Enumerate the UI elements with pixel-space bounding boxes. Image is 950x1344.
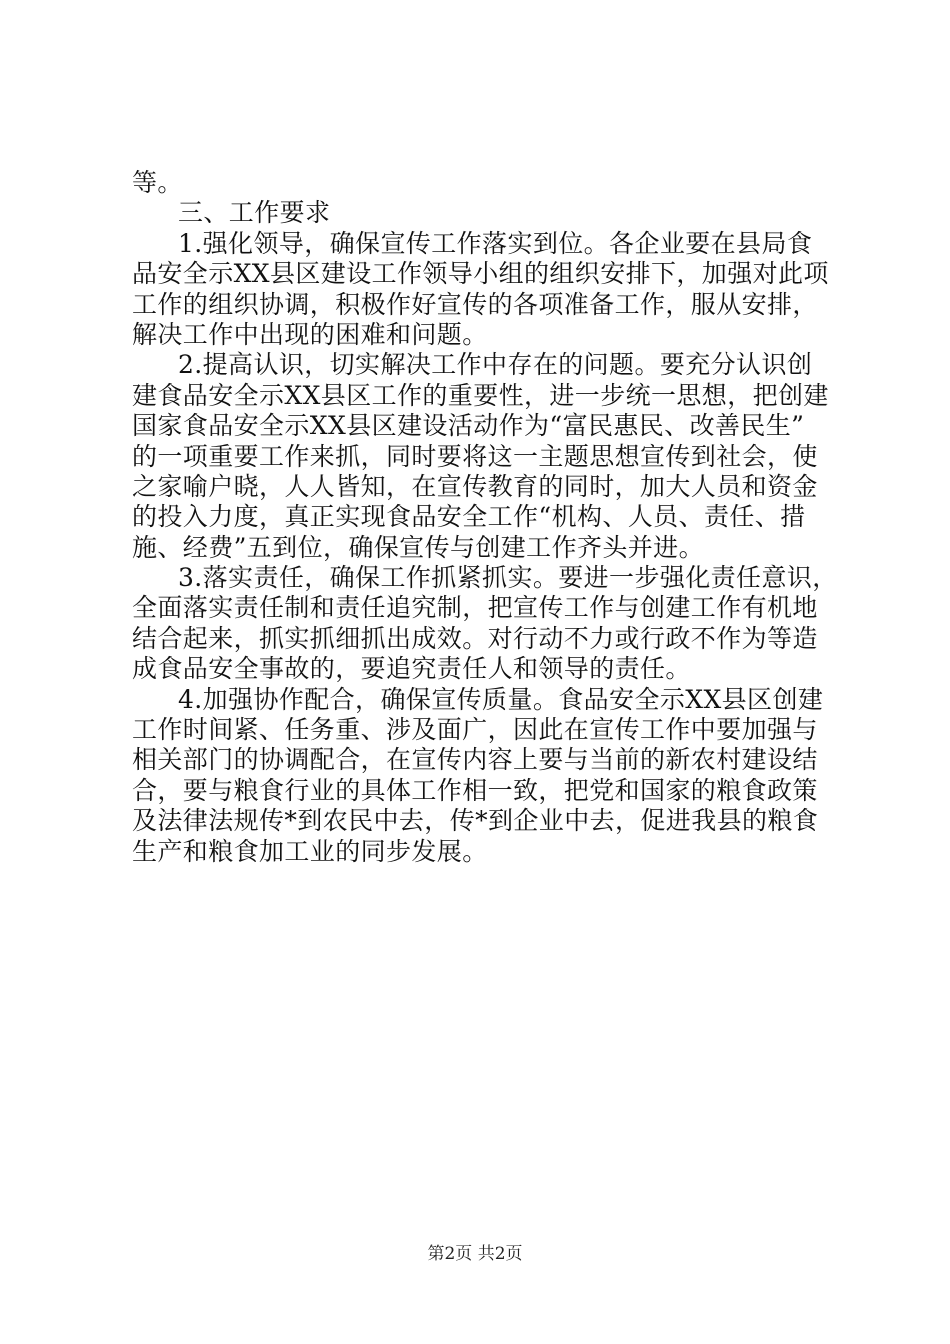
text-line: 的一项重要工作来抓，同时要将这一主题思想宣传到社会，使: [132, 441, 818, 471]
text-line: 生产和粮食加工业的同步发展。: [132, 836, 488, 866]
document-body: [132, 168, 838, 867]
text-line: 3.落实责任，确保工作抓紧抓实。要进一步强化责任意识，: [178, 563, 838, 593]
text-line: 解决工作中出现的困难和问题。: [132, 319, 488, 349]
text-line: 施、经费”五到位，确保宣传与创建工作齐头并进。: [132, 532, 704, 562]
text-line: 成食品安全事故的，要追究责任人和领导的责任。: [132, 654, 691, 684]
text-line: 等。: [132, 168, 183, 197]
text-line: 国家食品安全示XX县区建设活动作为“富民惠民、改善民生”: [132, 411, 805, 441]
text-line: 1.强化领导，确保宣传工作落实到位。各企业要在县局食: [178, 228, 813, 258]
text-line: 建食品安全示XX县区工作的重要性，进一步统一思想，把创建: [132, 380, 829, 410]
text-line: 4.加强协作配合，确保宣传质量。食品安全示XX县区创建: [178, 684, 824, 714]
text-line: 合，要与粮食行业的具体工作相一致，把党和国家的粮食政策: [132, 775, 818, 805]
text-line: 工作的组织协调，积极作好宣传的各项准备工作，服从安排，: [132, 289, 818, 319]
text-line: 2.提高认识，切实解决工作中存在的问题。要充分认识创: [178, 350, 813, 380]
text-line: 之家喻户晓，人人皆知，在宣传教育的同时，加大人员和资金: [132, 471, 818, 501]
text-line: 全面落实责任制和责任追究制，把宣传工作与创建工作有机地: [132, 593, 818, 623]
text-line: 的投入力度，真正实现食品安全工作“机构、人员、责任、措: [132, 502, 806, 532]
text-line: 相关部门的协调配合，在宣传内容上要与当前的新农村建设结: [132, 745, 818, 775]
section-heading: 三、工作要求: [178, 198, 331, 228]
text-line: 工作时间紧、任务重、涉及面广，因此在宣传工作中要加强与: [132, 715, 818, 745]
page-footer: 第2页 共2页: [427, 1244, 523, 1264]
text-line: 及法律法规传*到农民中去，传*到企业中去，促进我县的粮食: [132, 806, 819, 836]
text-line: 结合起来，抓实抓细抓出成效。对行动不力或行政不作为等造: [132, 623, 818, 653]
text-line: 品安全示XX县区建设工作领导小组的组织安排下，加强对此项: [132, 259, 829, 289]
